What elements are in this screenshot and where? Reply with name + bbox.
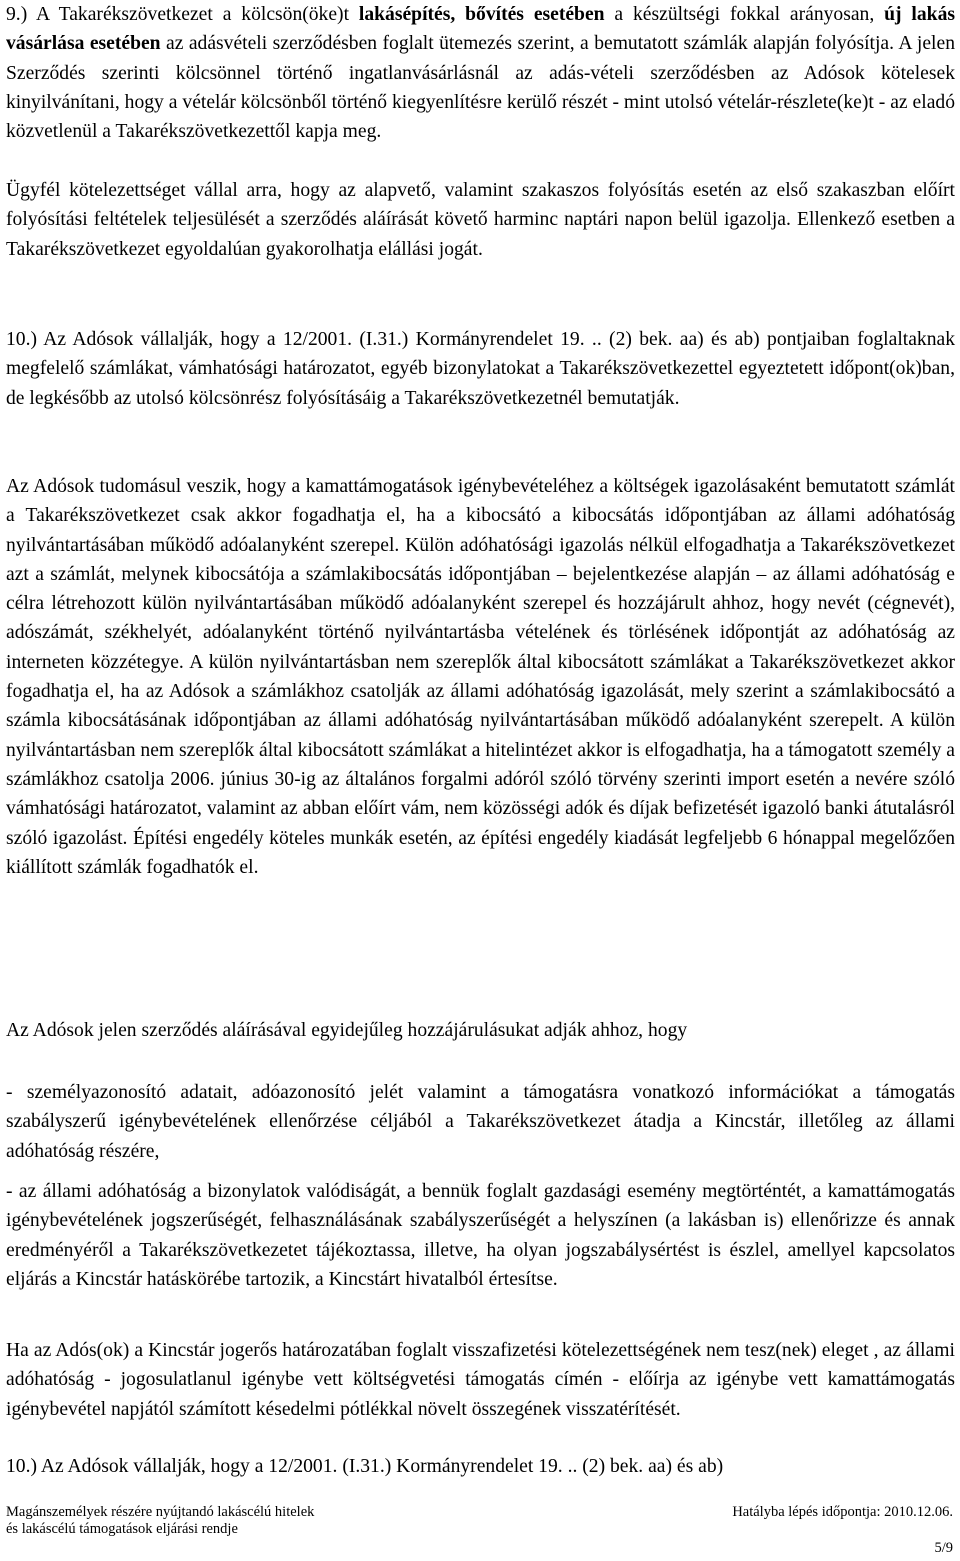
p9-bold-purchase: új lakás vásárlása esetében: [6, 4, 955, 55]
footer-title-line-2: és lakáscélú támogatások eljárási rendje: [6, 1521, 238, 1537]
consent-item-1: - személyazonosító adatait, adóazonosító jelét valamint a támogatásra vonatkozó információkat a támogatás szabályszerű igénybevételének ellenőrzése céljából a Takarékszövetkezet átadja a Kincstár, illetőleg az állami adóhatóság részére,: [6, 1082, 955, 1162]
footer-title-line-1: Magánszemélyek részére nyújtandó lakáscélú hitelek: [6, 1504, 315, 1520]
paragraph-10-repeat: 10.) Az Adósok vállalják, hogy a 12/2001. (I.31.) Kormányrendelet 19. .. (2) bek. aa) és ab): [6, 1456, 724, 1477]
consent-item-2: - az állami adóhatóság a bizonylatok valódiságát, a bennük foglalt gazdasági esemény megtörténtét, a kamattámogatás igénybevételének jogszerűségét, felhasználásának szabályszerűségét a helyszínen (a lakásban is) ellenőrizze és annak eredményéről a Takarékszövetkezetet tájékoztassa, illetve, ha olyan jogszabálysértést is észlel, amellyel kapcsolatos eljárás a Kincstár hatáskörébe tartozik, a Kincstárt hivatalból értesítse.: [6, 1181, 955, 1290]
paragraph-refund: Ha az Adós(ok) a Kincstár jogerős határozatában foglalt visszafizetési kötelezettségének nem tesz(nek) eleget , az állami adóhatóság - jogosulatlanul igénybe vett költségvetési támogatás címén - előírja az igénybe vett kamattámogatás igénybevétel napjától számított késedelmi pótlékkal növelt összegének visszatérítését.: [6, 1340, 955, 1420]
p9-bold-construction: lakásépítés, bővítés esetében: [358, 4, 605, 25]
paragraph-invoice-acceptance: Az Adósok tudomásul veszik, hogy a kamattámogatások igénybevételéhez a költségek igazolásaként bemutatott számlát a Takarékszövetkezet csak akkor fogadhatja el, ha a kibocsátó a kibocsátás időpontjában az állami adóhatóság nyilvántartásában működő adóalanyként szerepel. Külön adóhatósági igazolás nélkül elfogadhatja a Takarékszövetkezet azt a számlát, melynek kibocsátója a számlakibocsátás időpontjában – bejelentkezése alapján – az állami adóhatóság e célra létrehozott külön nyilvántartásában működő adóalanyként szerepel és hozzájárult ahhoz, hogy nevét (cégnevét), adószámát, székhelyét, adóalanyként történő nyilvántartásba vételének és törlésének időpontját az adóhatóság az interneten közzétegye. A külön nyilvántartásban nem szereplők által kibocsátott számlákat a Takarékszövetkezet akkor fogadhatja el, ha az Adósok a számlákhoz csatolják az állami adóhatóság igazolását, mely szerint a számlakibocsátó a számla kibocsátásának időpontjában az állami adóhatóság nyilvántartásában működő adóalanyként szerepelt. A külön nyilvántartásban nem szereplők által kibocsátott számlákat a hitelintézet akkor is elfogadhatja, ha a támogatott személy a számlákhoz csatolja 2006. június 30-ig az általános forgalmi adóról szóló törvény szerinti import esetén a nevére szóló vámhatósági határozatot, valamint az abban előírt vám, nem közösségi adók és díjak befizetését igazoló banki átutalásról szóló igazolást. Építési engedély köteles munkák esetén, az építési engedély kiadását legfeljebb 6 hónappal megelőzően kiállított számlák fogadhatók el.: [6, 476, 955, 878]
p9-text-a: 9.) A Takarékszövetkezet a kölcsön(öke)t: [6, 4, 359, 25]
footer-document-title: [6, 1504, 314, 1538]
page-number: 5/9: [934, 1540, 953, 1556]
paragraph-9-obligation: Ügyfél kötelezettséget vállal arra, hogy az alapvető, valamint szakaszos folyósítás esetén az első szakaszban előírt folyósítási feltételek teljesülését a szerződés aláírását követő harminc naptári napon belül igazolja. Ellenkező esetben a Takarékszövetkezet egyoldalúan gyakorolhatja elállási jogát.: [6, 180, 955, 260]
paragraph-9: [6, 0, 955, 146]
p9-text-c: a készültségi fokkal arányosan,: [604, 4, 885, 25]
paragraph-consent: Az Adósok jelen szerződés aláírásával egyidejűleg hozzájárulásukat adják ahhoz, hogy: [6, 1020, 688, 1041]
p9-text-d: az adásvételi szerződésben foglalt ütemezés szerint, a bemutatott számlák alapján folyósítja. A jelen Szerződés szerinti kölcsönnel történő ingatlanvásárlásnál az adás-vételi szerződésben az Adósok kötelesek kinyilvánítani, hogy a vételár kölcsönből történő kiegyenlítésre kerülő részét - mint utolsó vételár-részlete(ke)t - az eladó közvetlenül a Takarékszövetkezettől kapja meg.: [6, 33, 955, 143]
footer-effective-date: Hatályba lépés időpontja: 2010.12.06.: [732, 1504, 953, 1520]
paragraph-10: 10.) Az Adósok vállalják, hogy a 12/2001. (I.31.) Kormányrendelet 19. .. (2) bek. aa) és ab) pontjaiban foglaltaknak megfelelő számlákat, vámhatósági határozatot, egyéb bizonylatokat a Takarékszövetkezettel egyeztetett időpont(ok)ban, de legkésőbb az utolsó kölcsönrész folyósításáig a Takarékszövetkezetnél bemutatják.: [6, 329, 955, 409]
